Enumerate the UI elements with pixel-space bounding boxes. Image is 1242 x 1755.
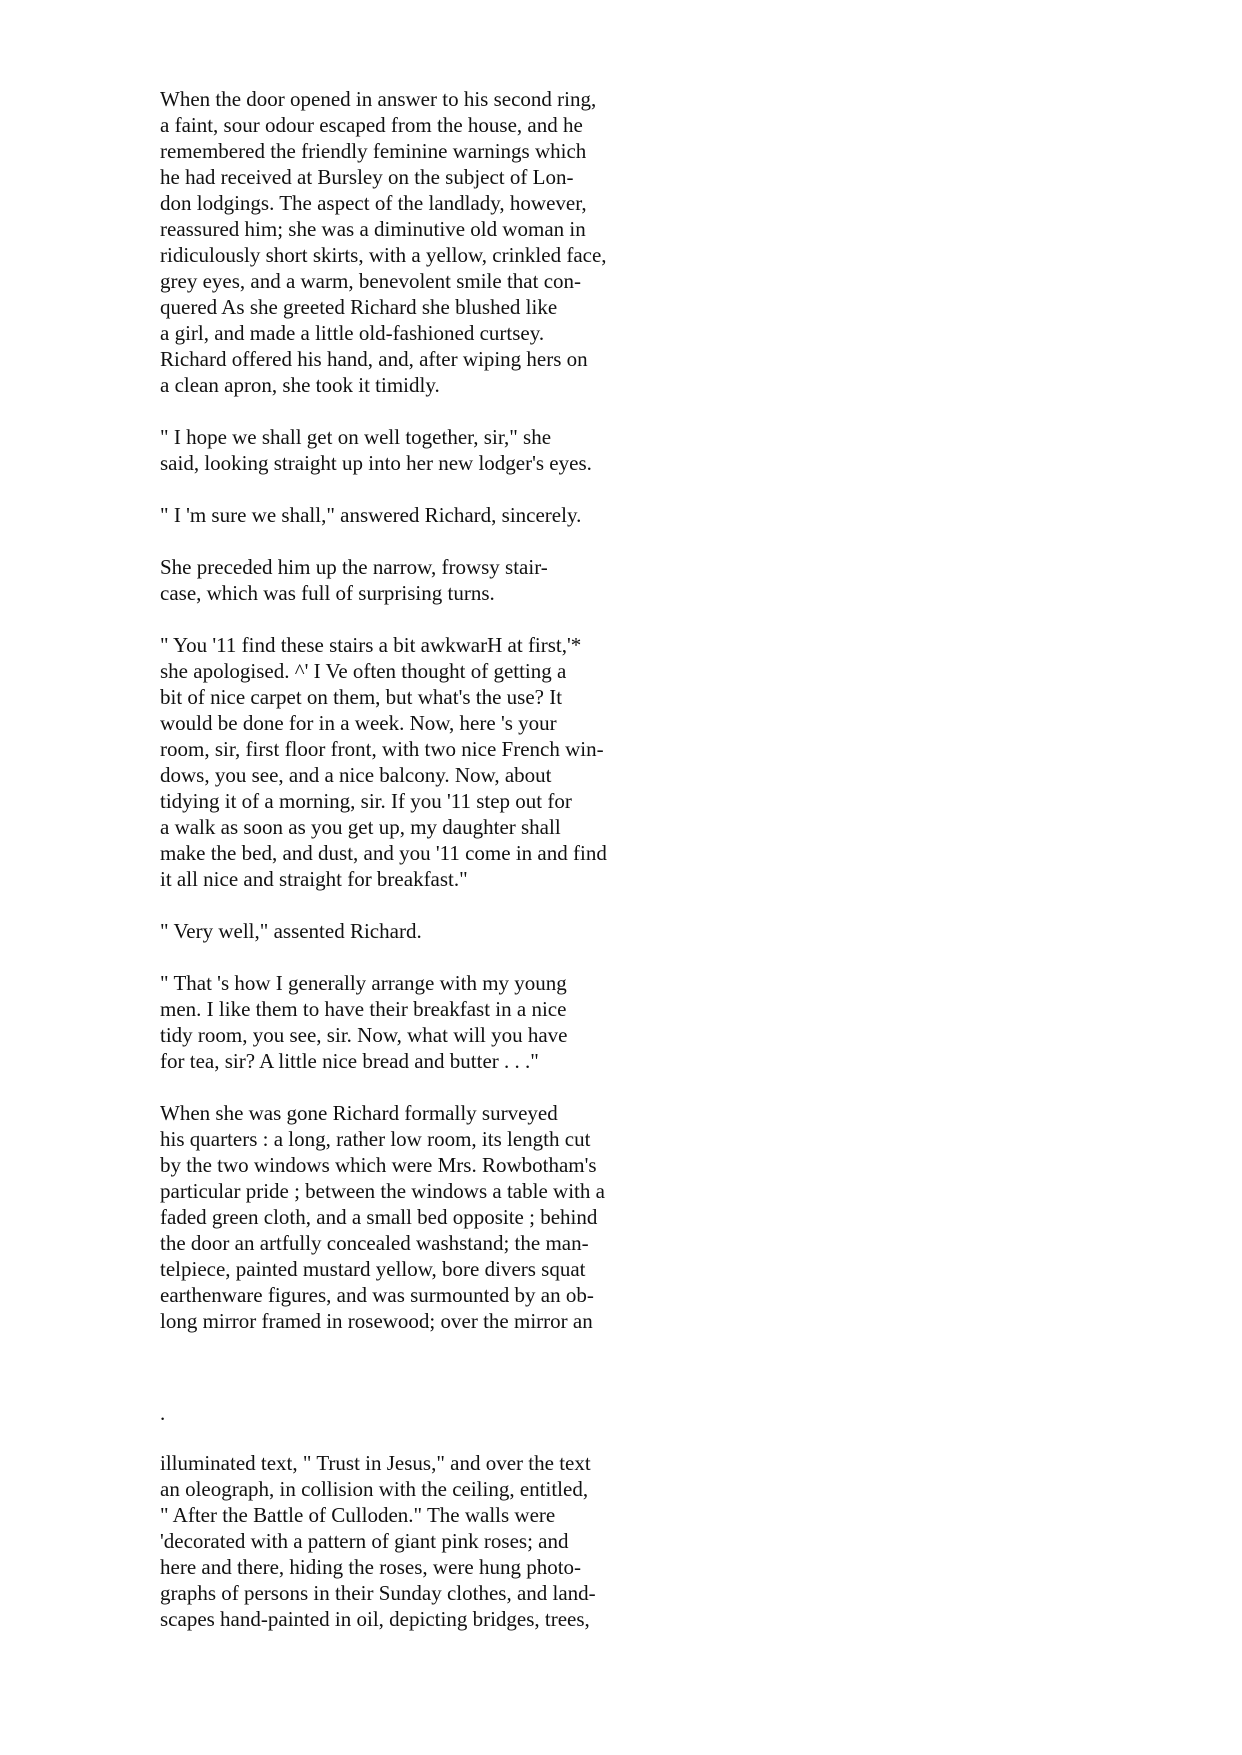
text-line: reassured him; she was a diminutive old woman in: [160, 217, 586, 241]
text-line: " After the Battle of Culloden." The walls were: [160, 1503, 556, 1527]
text-line: ridiculously short skirts, with a yellow, crinkled face,: [160, 243, 607, 267]
text-line: tidying it of a morning, sir. If you '11 step out for: [160, 789, 572, 813]
text-line: 'decorated with a pattern of giant pink roses; and: [160, 1529, 569, 1553]
text-line: don lodgings. The aspect of the landlady, however,: [160, 191, 587, 215]
text-line: graphs of persons in their Sunday clothes, and land-: [160, 1581, 596, 1605]
text-line: would be done for in a week. Now, here 's your: [160, 711, 557, 735]
paragraph-sure: [160, 502, 720, 528]
text-line: men. I like them to have their breakfast in a nice: [160, 997, 567, 1021]
text-line: illuminated text, " Trust in Jesus," and over the text: [160, 1451, 591, 1475]
text-line: particular pride ; between the windows a table with a: [160, 1179, 605, 1203]
page-separator-dot: .: [160, 1401, 166, 1425]
text-line: a walk as soon as you get up, my daughter shall: [160, 815, 561, 839]
text-line: earthenware figures, and was surmounted by an ob-: [160, 1283, 594, 1307]
paragraph-continuation: [160, 1450, 720, 1632]
text-line: tidy room, you see, sir. Now, what will you have: [160, 1023, 568, 1047]
paragraph-stairs-speech: [160, 632, 720, 892]
text-line: room, sir, first floor front, with two nice French win-: [160, 737, 604, 761]
text-line: When the door opened in answer to his second ring,: [160, 87, 597, 111]
paragraph-arrival: [160, 86, 720, 398]
text-line: said, looking straight up into her new lodger's eyes.: [160, 451, 592, 475]
text-line: scapes hand-painted in oil, depicting bridges, trees,: [160, 1607, 590, 1631]
text-line: a clean apron, she took it timidly.: [160, 373, 440, 397]
text-line: it all nice and straight for breakfast.": [160, 867, 468, 891]
paragraph-very-well: [160, 918, 720, 944]
text-line: grey eyes, and a warm, benevolent smile that con-: [160, 269, 582, 293]
text-line: " Very well," assented Richard.: [160, 919, 422, 943]
text-line: " I hope we shall get on well together, sir," she: [160, 425, 552, 449]
text-line: the door an artfully concealed washstand; the man-: [160, 1231, 589, 1255]
text-line: here and there, hiding the roses, were hung photo-: [160, 1555, 582, 1579]
text-line: his quarters : a long, rather low room, its length cut: [160, 1127, 591, 1151]
paragraph-hope: [160, 424, 720, 476]
paragraph-arrangement: [160, 970, 720, 1074]
text-line: She preceded him up the narrow, frowsy stair-: [160, 555, 548, 579]
text-line: remembered the friendly feminine warnings which: [160, 139, 587, 163]
text-line: case, which was full of surprising turns.: [160, 581, 495, 605]
text-line: Richard offered his hand, and, after wiping hers on: [160, 347, 588, 371]
text-line: by the two windows which were Mrs. Rowbotham's: [160, 1153, 597, 1177]
text-line: When she was gone Richard formally surveyed: [160, 1101, 558, 1125]
text-line: long mirror framed in rosewood; over the mirror an: [160, 1309, 593, 1333]
text-line: she apologised. ^' I Ve often thought of getting a: [160, 659, 567, 683]
text-line: " You '11 find these stairs a bit awkwarH at first,'*: [160, 633, 582, 657]
text-line: " I 'm sure we shall," answered Richard, sincerely.: [160, 503, 582, 527]
text-line: a faint, sour odour escaped from the house, and he: [160, 113, 583, 137]
text-line: a girl, and made a little old-fashioned curtsey.: [160, 321, 545, 345]
text-line: he had received at Bursley on the subject of Lon-: [160, 165, 574, 189]
text-line: dows, you see, and a nice balcony. Now, about: [160, 763, 552, 787]
text-line: make the bed, and dust, and you '11 come in and find: [160, 841, 607, 865]
text-line: bit of nice carpet on them, but what's the use? It: [160, 685, 563, 709]
text-line: telpiece, painted mustard yellow, bore divers squat: [160, 1257, 586, 1281]
text-line: quered As she greeted Richard she blushed like: [160, 295, 558, 319]
text-line: " That 's how I generally arrange with my young: [160, 971, 567, 995]
text-line: for tea, sir? A little nice bread and butter . . .": [160, 1049, 539, 1073]
text-line: an oleograph, in collision with the ceiling, entitled,: [160, 1477, 589, 1501]
paragraph-quarters: [160, 1100, 720, 1334]
paragraph-staircase: [160, 554, 720, 606]
text-line: faded green cloth, and a small bed opposite ; behind: [160, 1205, 598, 1229]
